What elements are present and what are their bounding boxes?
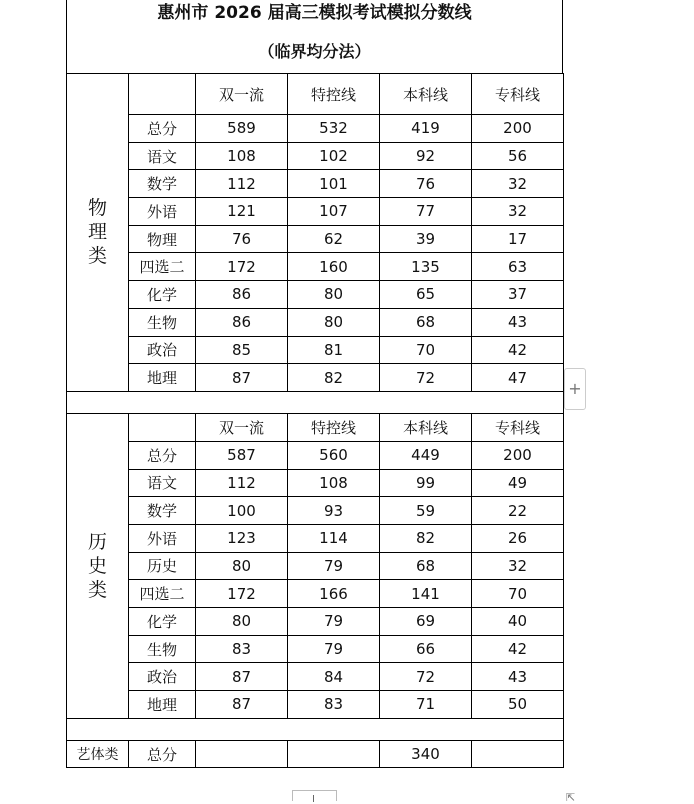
- score-cell: 42: [472, 336, 564, 364]
- score-cell: 80: [288, 308, 380, 336]
- score-cell: 160: [288, 253, 380, 281]
- score-cell: [288, 740, 380, 768]
- table-row: [67, 635, 564, 663]
- corner-cell: [129, 413, 196, 441]
- table-row: [67, 336, 564, 364]
- score-cell: 107: [288, 198, 380, 226]
- score-cell: 340: [380, 740, 472, 768]
- column-header: 特控线: [288, 74, 380, 115]
- table-row: [67, 691, 564, 719]
- score-cell: 112: [196, 170, 288, 198]
- column-header: 本科线: [380, 413, 472, 441]
- table-row: [67, 552, 564, 580]
- table-row: [67, 142, 564, 170]
- subject-cell: 语文: [129, 469, 196, 497]
- add-row-button[interactable]: +: [564, 368, 586, 410]
- score-cell: 71: [380, 691, 472, 719]
- score-cell: 200: [472, 441, 564, 469]
- group-label: 历史类: [67, 413, 129, 718]
- subject-cell: 数学: [129, 170, 196, 198]
- score-cell: 72: [380, 364, 472, 392]
- score-cell: 72: [380, 663, 472, 691]
- column-header: 专科线: [472, 413, 564, 441]
- score-cell: 17: [472, 225, 564, 253]
- subject-cell: 地理: [129, 364, 196, 392]
- doc-subtitle: （临界均分法）: [258, 42, 371, 61]
- subject-cell: 物理: [129, 225, 196, 253]
- score-cell: 43: [472, 308, 564, 336]
- score-cell: 86: [196, 281, 288, 309]
- subject-cell: 四选二: [129, 580, 196, 608]
- table-row: [67, 441, 564, 469]
- table-row: [67, 740, 564, 768]
- score-cell: 112: [196, 469, 288, 497]
- score-cell: 56: [472, 142, 564, 170]
- score-cell: 141: [380, 580, 472, 608]
- score-cell: 77: [380, 198, 472, 226]
- score-cell: 449: [380, 441, 472, 469]
- score-cell: 83: [288, 691, 380, 719]
- table-row: [67, 170, 564, 198]
- table-row: [67, 580, 564, 608]
- subject-cell: 总分: [129, 740, 196, 768]
- group-label: 艺体类: [67, 740, 129, 768]
- score-cell: 87: [196, 691, 288, 719]
- subject-cell: 四选二: [129, 253, 196, 281]
- subject-cell: 地理: [129, 691, 196, 719]
- score-cell: 172: [196, 253, 288, 281]
- subject-cell: 化学: [129, 608, 196, 636]
- score-cell: 62: [288, 225, 380, 253]
- score-cell: 85: [196, 336, 288, 364]
- score-cell: 32: [472, 198, 564, 226]
- score-cell: 76: [196, 225, 288, 253]
- score-cell: [196, 740, 288, 768]
- subject-cell: 生物: [129, 635, 196, 663]
- subject-cell: 政治: [129, 336, 196, 364]
- table-row: [67, 281, 564, 309]
- column-header: 双一流: [196, 74, 288, 115]
- header-row: [67, 74, 564, 115]
- score-cell: 86: [196, 308, 288, 336]
- score-cell: 114: [288, 524, 380, 552]
- subject-cell: 化学: [129, 281, 196, 309]
- column-header: 特控线: [288, 413, 380, 441]
- score-cell: 587: [196, 441, 288, 469]
- score-cell: 79: [288, 635, 380, 663]
- score-cell: 83: [196, 635, 288, 663]
- score-cell: 63: [472, 253, 564, 281]
- score-cell: 32: [472, 552, 564, 580]
- score-cell: 101: [288, 170, 380, 198]
- score-cell: 166: [288, 580, 380, 608]
- score-cell: 39: [380, 225, 472, 253]
- score-cell: 80: [288, 281, 380, 309]
- score-cell: 68: [380, 552, 472, 580]
- blank-row: [67, 718, 564, 740]
- header-row: [67, 413, 564, 441]
- score-cell: 50: [472, 691, 564, 719]
- table-row: [67, 364, 564, 392]
- table-handle[interactable]: [292, 790, 337, 801]
- score-cell: 84: [288, 663, 380, 691]
- score-cell: 65: [380, 281, 472, 309]
- table-row: [67, 469, 564, 497]
- score-cell: 93: [288, 497, 380, 525]
- score-cell: 70: [472, 580, 564, 608]
- score-cell: 80: [196, 552, 288, 580]
- blank-cell: [67, 391, 564, 413]
- score-cell: 135: [380, 253, 472, 281]
- blank-cell: [67, 718, 564, 740]
- corner-cell: [129, 74, 196, 115]
- score-cell: 59: [380, 497, 472, 525]
- score-cell: 26: [472, 524, 564, 552]
- score-cell: 87: [196, 663, 288, 691]
- subject-cell: 总分: [129, 115, 196, 143]
- score-cell: 69: [380, 608, 472, 636]
- subject-cell: 外语: [129, 198, 196, 226]
- score-cell: 43: [472, 663, 564, 691]
- subject-cell: 政治: [129, 663, 196, 691]
- score-cell: 108: [196, 142, 288, 170]
- score-cell: 42: [472, 635, 564, 663]
- score-cell: 82: [380, 524, 472, 552]
- table-row: [67, 524, 564, 552]
- table-row: [67, 497, 564, 525]
- score-cell: 70: [380, 336, 472, 364]
- score-cell: 87: [196, 364, 288, 392]
- table-row: [67, 308, 564, 336]
- blank-row: [67, 391, 564, 413]
- score-cell: 419: [380, 115, 472, 143]
- table-row: [67, 198, 564, 226]
- table-row: [67, 608, 564, 636]
- score-cell: 76: [380, 170, 472, 198]
- score-cell: 37: [472, 281, 564, 309]
- score-cell: 40: [472, 608, 564, 636]
- score-cell: 82: [288, 364, 380, 392]
- column-header: 双一流: [196, 413, 288, 441]
- column-header: 本科线: [380, 74, 472, 115]
- score-cell: 81: [288, 336, 380, 364]
- column-header: 专科线: [472, 74, 564, 115]
- subject-cell: 总分: [129, 441, 196, 469]
- table-row: [67, 115, 564, 143]
- resize-icon[interactable]: ⇱: [566, 791, 576, 804]
- score-cell: 100: [196, 497, 288, 525]
- score-cell: 68: [380, 308, 472, 336]
- group-label: 物理类: [67, 74, 129, 392]
- score-cell: 121: [196, 198, 288, 226]
- score-cell: 79: [288, 608, 380, 636]
- subject-cell: 语文: [129, 142, 196, 170]
- score-cell: 92: [380, 142, 472, 170]
- score-cell: 80: [196, 608, 288, 636]
- score-cell: 200: [472, 115, 564, 143]
- score-cell: 172: [196, 580, 288, 608]
- score-cell: 102: [288, 142, 380, 170]
- subject-cell: 历史: [129, 552, 196, 580]
- score-cell: 560: [288, 441, 380, 469]
- title-block: [66, 0, 563, 73]
- score-cell: 22: [472, 497, 564, 525]
- score-cell: 47: [472, 364, 564, 392]
- table-row: [67, 253, 564, 281]
- subject-cell: 外语: [129, 524, 196, 552]
- score-cell: 32: [472, 170, 564, 198]
- table-row: [67, 225, 564, 253]
- score-cell: [472, 740, 564, 768]
- score-cell: 99: [380, 469, 472, 497]
- score-table: [66, 73, 564, 768]
- document-page: [66, 0, 563, 768]
- table-row: [67, 663, 564, 691]
- score-cell: 49: [472, 469, 564, 497]
- subject-cell: 数学: [129, 497, 196, 525]
- score-cell: 589: [196, 115, 288, 143]
- score-cell: 108: [288, 469, 380, 497]
- score-cell: 79: [288, 552, 380, 580]
- doc-title: 惠州市 2026 届高三模拟考试模拟分数线: [157, 3, 472, 23]
- score-cell: 66: [380, 635, 472, 663]
- score-cell: 532: [288, 115, 380, 143]
- subject-cell: 生物: [129, 308, 196, 336]
- score-cell: 123: [196, 524, 288, 552]
